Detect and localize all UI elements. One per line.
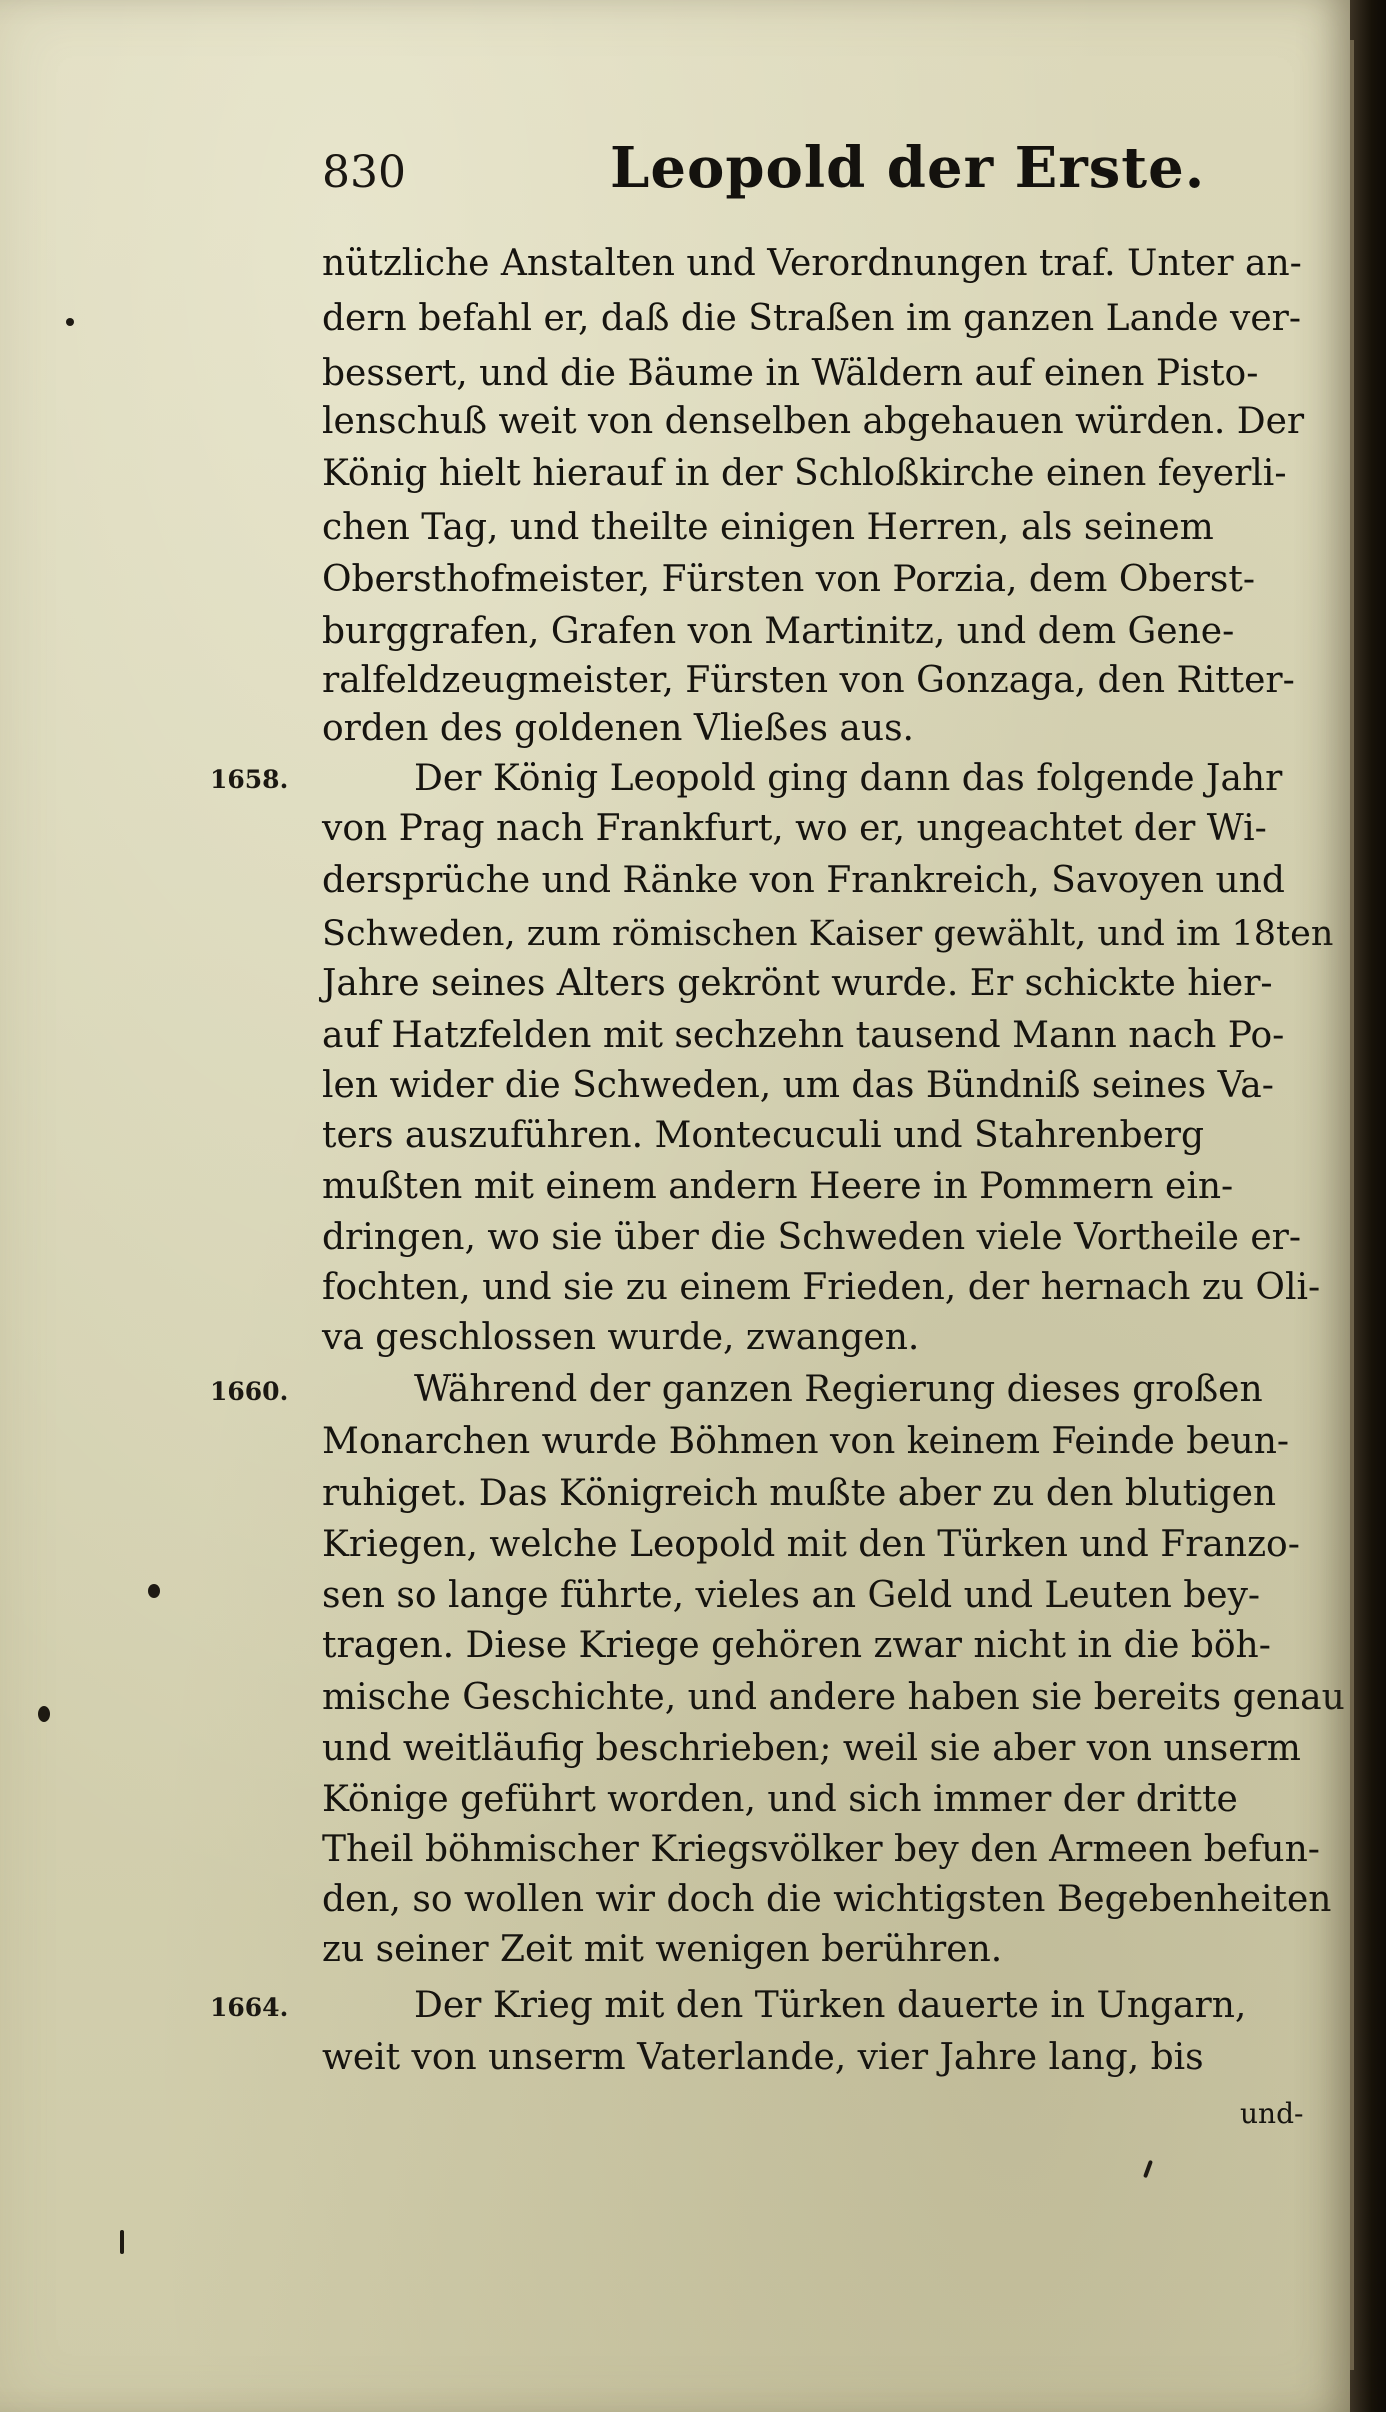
paragraph-first-line: Der König Leopold ging dann das folgende Jahr	[414, 758, 1283, 799]
text-line: tragen. Diese Kriege gehören zwar nicht in die böh-	[322, 1625, 1271, 1666]
page-number: 830	[322, 147, 406, 198]
text-line: va geschlossen wurde, zwangen.	[322, 1317, 920, 1358]
text-line: König hielt hierauf in der Schloßkirche einen feyerli-	[322, 453, 1287, 494]
text-line: Jahre seines Alters gekrönt wurde. Er schickte hier-	[322, 963, 1273, 1004]
text-line: fochten, und sie zu einem Frieden, der hernach zu Oli-	[322, 1267, 1321, 1308]
text-line: auf Hatzfelden mit sechzehn tausend Mann nach Po-	[322, 1015, 1285, 1056]
paragraph-first-line: Während der ganzen Regierung dieses großen	[414, 1369, 1263, 1410]
text-line: dringen, wo sie über die Schweden viele Vortheile er-	[322, 1217, 1302, 1258]
text-line: mische Geschichte, und andere haben sie bereits genau	[322, 1677, 1345, 1718]
text-line: Theil böhmischer Kriegsvölker bey den Armeen befun-	[322, 1829, 1320, 1870]
text-line: ruhiget. Das Königreich mußte aber zu den blutigen	[322, 1473, 1277, 1514]
margin-year: 1658.	[210, 765, 289, 794]
ink-spot	[1143, 2160, 1153, 2178]
text-line: len wider die Schweden, um das Bündniß seines Va-	[322, 1065, 1274, 1106]
text-line: Monarchen wurde Böhmen von keinem Feinde beun-	[322, 1421, 1290, 1462]
text-line: dersprüche und Ränke von Frankreich, Savoyen und	[322, 860, 1285, 901]
text-line: ters auszuführen. Montecuculi und Stahrenberg	[322, 1115, 1205, 1156]
catchword: und-	[1240, 2097, 1304, 2130]
text-line: burggrafen, Grafen von Martinitz, und dem Gene-	[322, 611, 1235, 652]
ink-spot	[66, 318, 74, 326]
text-line: bessert, und die Bäume in Wäldern auf einen Pisto-	[322, 353, 1259, 394]
text-line: ralfeldzeugmeister, Fürsten von Gonzaga, den Ritter-	[322, 660, 1295, 701]
text-line: von Prag nach Frankfurt, wo er, ungeachtet der Wi-	[322, 808, 1267, 849]
margin-year: 1660.	[210, 1377, 289, 1406]
ink-spot	[148, 1584, 160, 1598]
ink-spot	[38, 1706, 50, 1722]
text-line: den, so wollen wir doch die wichtigsten Begebenheiten	[322, 1879, 1332, 1920]
margin-year: 1664.	[210, 1993, 289, 2022]
book-spine-shadow	[1350, 0, 1386, 2412]
paragraph-first-line: Der Krieg mit den Türken dauerte in Ungarn,	[414, 1985, 1247, 2026]
text-line: Schweden, zum römischen Kaiser gewählt, und im 18ten	[322, 914, 1334, 954]
text-line: chen Tag, und theilte einigen Herren, als seinem	[322, 507, 1214, 548]
text-line: dern befahl er, daß die Straßen im ganzen Lande ver-	[322, 298, 1302, 339]
running-title: Leopold der Erste.	[610, 135, 1206, 201]
text-line: und weitläufig beschrieben; weil sie aber von unserm	[322, 1728, 1301, 1769]
text-line: zu seiner Zeit mit wenigen berühren.	[322, 1929, 1003, 1970]
page-header	[322, 135, 1350, 215]
text-line: lenschuß weit von denselben abgehauen würden. Der	[322, 401, 1305, 442]
text-line: Könige geführt worden, und sich immer der dritte	[322, 1779, 1238, 1820]
text-line: nützliche Anstalten und Verordnungen traf. Unter an-	[322, 243, 1302, 284]
ink-spot	[120, 2230, 124, 2254]
text-line: mußten mit einem andern Heere in Pommern ein-	[322, 1166, 1234, 1207]
text-line: sen so lange führte, vieles an Geld und Leuten bey-	[322, 1575, 1261, 1616]
text-line: weit von unserm Vaterlande, vier Jahre lang, bis	[322, 2037, 1204, 2078]
text-line: Obersthofmeister, Fürsten von Porzia, dem Oberst-	[322, 559, 1256, 600]
text-line: Kriegen, welche Leopold mit den Türken und Franzo-	[322, 1524, 1300, 1565]
text-line: orden des goldenen Vließes aus.	[322, 708, 914, 749]
